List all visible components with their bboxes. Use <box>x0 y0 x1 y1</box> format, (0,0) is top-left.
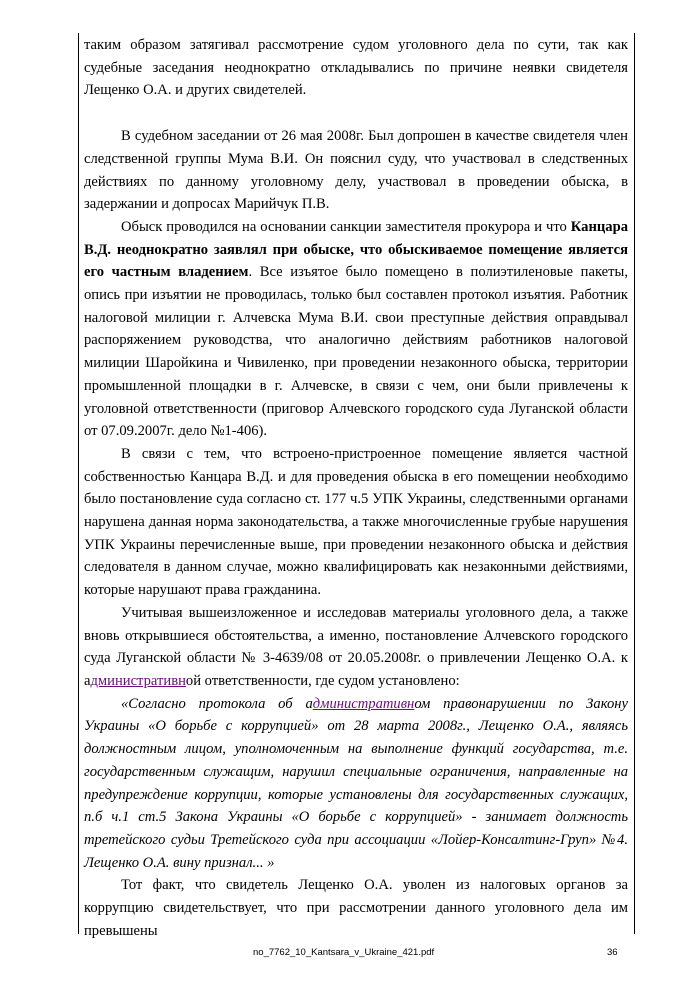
paragraph-3-bold: Канцара В.Д. неоднократно заявлял при обыске, что обыскиваемое помещение является его частным владением <box>84 218 628 281</box>
quote-link[interactable]: дминистративн <box>312 695 415 712</box>
footer-filename: no_7762_10_Kantsara_v_Ukraine_421.pdf <box>253 947 435 958</box>
paragraph-4: В связи с тем, что встроено-пристроенное помещение является частной собственностью Канцара В.Д. и для проведения обыска в его помещении необходимо было постановление суда согласно ст. 177 ч.5 УПК Украины, следственными органами нарушена данная норма законодательства, а также многочисленные грубые нарушения УПК Украины перечисленные выше, при проведении незаконного обыска и действия следователя в данном случае, можно квалифицировать как незаконными действиями, которые нарушают права гражданина. <box>84 445 628 599</box>
left-margin-line <box>78 33 79 934</box>
quote-end: ом правонарушении по Закону Украины «О борьбе с коррупцией» от 28 марта 2008г., Лещенко О.А., являясь должностным лицом, уполномоченным на выполнение функций государства, т.е. государственным служащим, нарушил специальные ограничения, направленные на предупреждение коррупции, которые установлены для государственных служащих, п.б ч.1 ст.5 Закона Украины «О борьбе с коррупцией» - занимает должность третейского судьи Третейского суда при ассоциации «Лойер-Консалтинг-Груп» №4. Лещенко О.А. вину признал... » <box>84 695 628 871</box>
paragraph-gap <box>84 102 628 125</box>
document-body <box>84 34 628 942</box>
quote-start: «Согласно протокола об а <box>121 695 313 712</box>
paragraph-3-end: . Все изъятое было помещено в полиэтиленовые пакеты, опись при изъятии не проводилась, только был составлен протокол изъятия. Работник налоговой милиции г. Алчевска Мума В.И. свои преступные действия оправдывал распоряжением руководства, что аналогично действиям работников налоговой милиции Шаройкина и Чивиленко, при проведении незаконного обыска, территории промышленной площадки в г. Алчевске, в связи с чем, они были привлечены к уголовной ответственности (приговор Алчевского городского суда Луганской области от 07.09.2007г. дело №1-406). <box>84 264 628 440</box>
right-margin-line <box>634 33 635 934</box>
paragraph-2: В судебном заседании от 26 мая 2008г. Был допрошен в качестве свидетеля член следственной группы Мума В.И. Он пояснил суду, что участвовал в следственных действиях по данному уголовному делу, участвовал в проведении обыска, в задержании и допросах Марийчук П.В. <box>84 128 628 213</box>
paragraph-5-start: Учитывая вышеизложенное и исследовав материалы уголовного дела, а также вновь открывшиеся обстоятельства, а именно, постановление Алчевского городского суда Луганской области № 3-4639/08 от 20.05.2008г. о привлечении Лещенко О.А. к а <box>84 604 628 689</box>
paragraph-3 <box>84 216 628 443</box>
paragraph-5-end: ой ответственности, где судом установлено: <box>185 672 460 689</box>
quote-paragraph <box>84 693 628 875</box>
page-footer <box>0 947 700 963</box>
paragraph-5 <box>84 602 628 693</box>
paragraph-6: Тот факт, что свидетель Лещенко О.А. уволен из налоговых органов за коррупцию свидетельствует, что при рассмотрении данного уголовного дела им превышены <box>84 877 628 939</box>
paragraph-5-link[interactable]: дминистративн <box>90 672 186 689</box>
paragraph-1: таким образом затягивал рассмотрение судом уголовного дела по сути, так как судебные заседания неоднократно откладывались по причине неявки свидетеля Лещенко О.А. и других свидетелей. <box>84 37 628 99</box>
page-number: 36 <box>607 947 618 958</box>
paragraph-3-start: Обыск проводился на основании санкции заместителя прокурора и что <box>121 218 571 235</box>
